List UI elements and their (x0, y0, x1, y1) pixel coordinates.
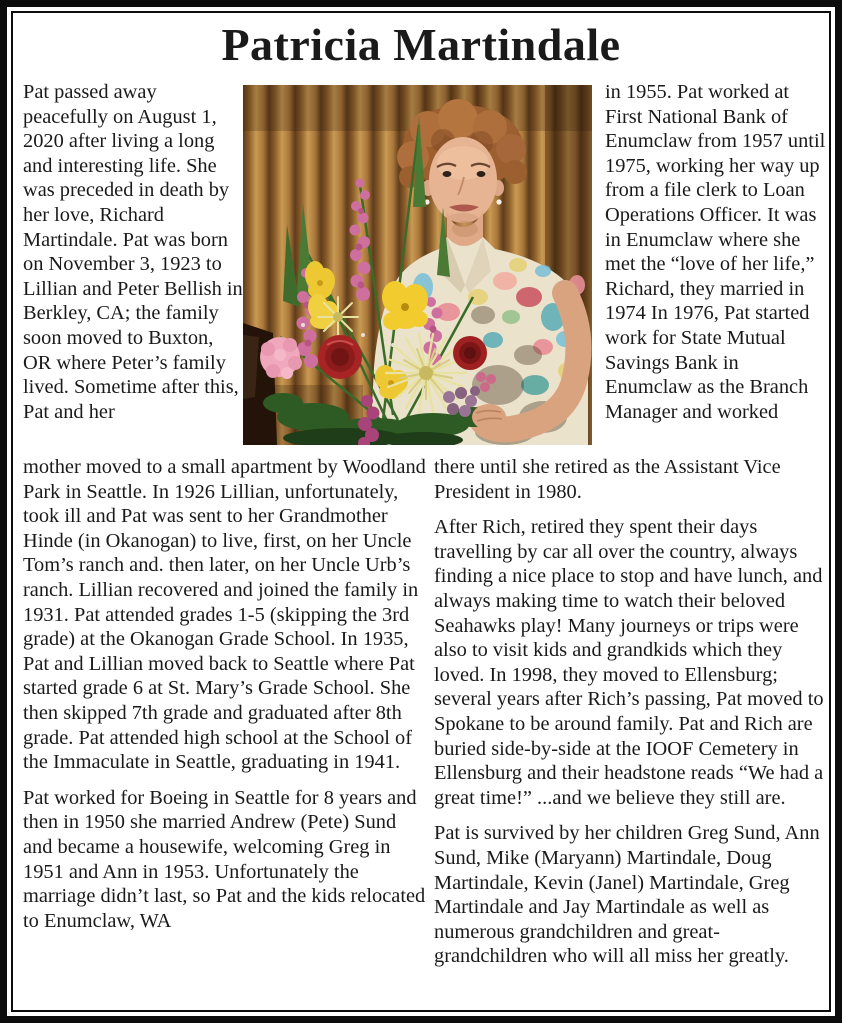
obituary-text-right-narrow (605, 80, 826, 424)
paragraph: Pat passed away peacefully on August 1, 2020 after living a long and interesting life. She was preceded in death by her love, Richard Martindale. Pat was born on November 3, 1923 to Lillian and Peter Bellish in Berkley, CA; the family soon moved to Buxton, OR where Peter’s family lived. Sometime after this, Pat and her (23, 81, 243, 423)
obituary-text-left-wide (23, 455, 427, 933)
hand (472, 404, 506, 430)
paragraph: Pat worked for Boeing in Seattle for 8 years and then in 1950 she married Andrew (Pete) Sund and became a housewife, welcoming Greg in 1951 and Ann in 1953. Unfortunately the marriage didn’t last, so Pat and the kids relocated to Enumclaw, WA (23, 786, 426, 932)
page-title: Patricia Martindale (221, 19, 621, 70)
paragraph: Pat is survived by her children Greg Sund, Ann Sund, Mike (Maryann) Martindale, Doug Martindale, Kevin (Janel) Martindale, Greg Martindale and Jay Martindale as well as numerous grandchildren and great-grandchildren who will all miss her greatly. (434, 822, 820, 968)
paragraph: After Rich, retired they spent their days travelling by car all over the country, always finding a nice place to stop and have lunch, and always making time to watch their beloved Seahawks play! Many journeys or trips were also to visit kids and grandkids which they loved. In 1998, they moved to Ellensburg; several years after Rich’s passing, Pat moved to Spokane to be around family. Pat and Rich are buried side-by-side at the IOOF Cemetery in Ellensburg and their headstone reads “We had a great time!” ...and we believe they still are. (434, 516, 824, 809)
portrait-photo (243, 85, 592, 445)
paragraph: there until she retired as the Assistant Vice President in 1980. (434, 456, 781, 503)
paragraph: mother moved to a small apartment by Woodland Park in Seattle. In 1926 Lillian, unfortunately, took ill and Pat was sent to her Grandmother Hinde (in Okanogan) to live, first, on her Uncle Tom’s ranch and. then later, on her Uncle Urb’s ranch. Lillian recovered and joined the family in 1931. Pat attended grades 1-5 (skipping the 3rd grade) at the Okanogan Grade School. In 1935, Pat and Lillian moved back to Seattle where Pat started grade 6 at St. Mary’s Grade School. She then skipped 7th grade and graduated after 8th grade. Pat attended high school at the School of the Immaculate in Seattle, graduating in 1941. (23, 456, 426, 774)
paragraph: in 1955. Pat worked at First National Bank of Enumclaw from 1957 until 1975, working her way up from a file clerk to Loan Operations Officer. It was in Enumclaw where she met the “love of her life,” Richard, they married in 1974 In 1976, Pat started work for State Mutual Savings Bank in Enumclaw as the Branch Manager and worked (605, 81, 826, 423)
obituary-text-left-narrow (23, 80, 243, 424)
obituary-text-right-wide (434, 455, 827, 969)
